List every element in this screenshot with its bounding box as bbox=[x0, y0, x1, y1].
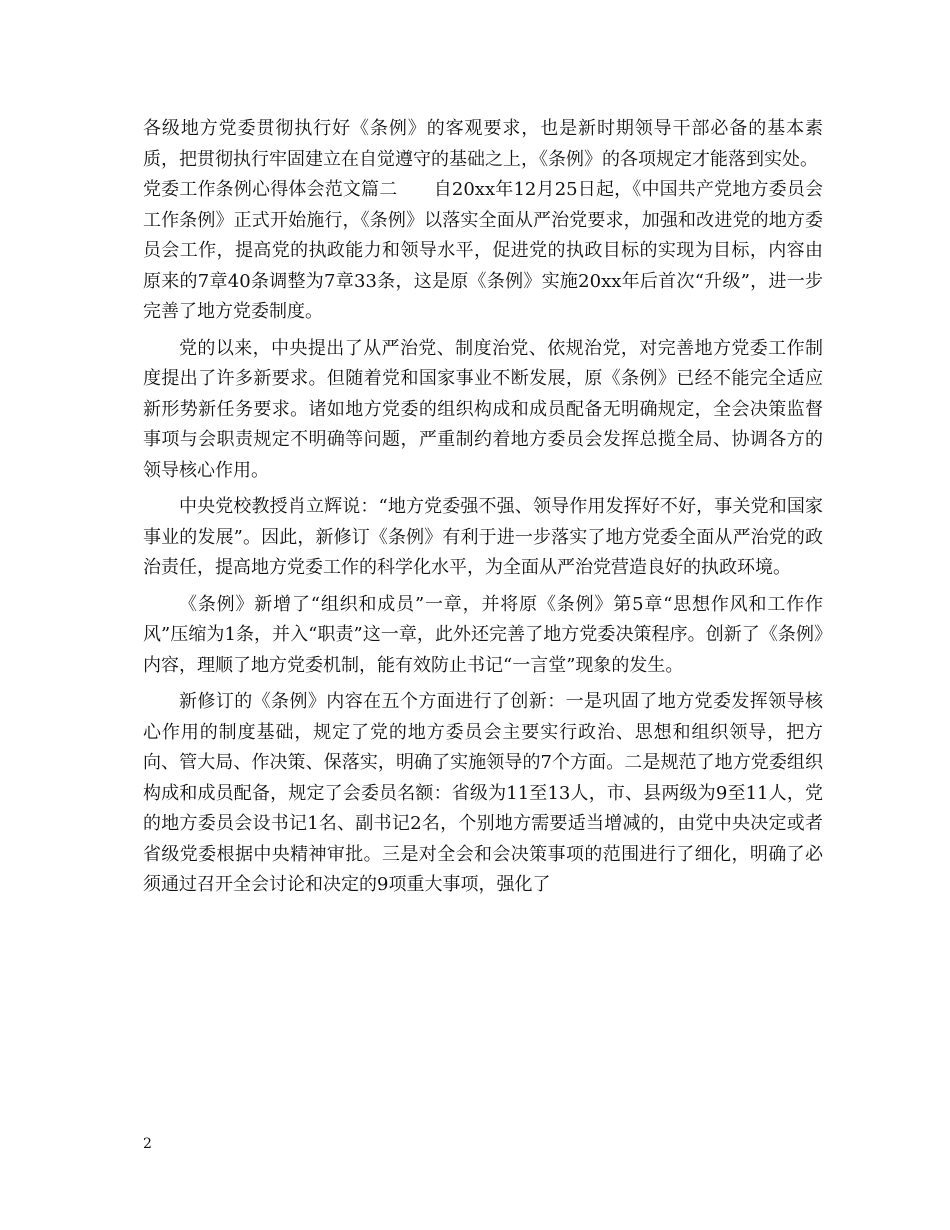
document-body bbox=[143, 114, 823, 901]
page-number: 2 bbox=[143, 1136, 152, 1152]
paragraph-expert-quote: 中央党校教授肖立辉说：“地方党委强不强、领导作用发挥好不好，事关党和国家事业的发展”。因此，新修订《条例》有利于进一步落实了地方党委全面从严治党的政治责任，提高地方党委工作的科学化水平，为全面从严治党营造良好的执政环境。 bbox=[143, 496, 823, 578]
paragraph-continuation: 各级地方党委贯彻执行好《条例》的客观要求，也是新时期领导干部必备的基本素质，把贯彻执行牢固建立在自觉遵守的基础之上，《条例》的各项规定才能落到实处。 bbox=[143, 118, 823, 170]
paragraph-background: 党的以来，中央提出了从严治党、制度治党、依规治党，对完善地方党委工作制度提出了许多新要求。但随着党和国家事业不断发展，原《条例》已经不能完全适应新形势新任务要求。诸如地方党委的组织构成和成员配备无明确规定，全会决策监督事项与会职责规定不明确等问题，严重制约着地方委员会发挥总揽全局、协调各方的领导核心作用。 bbox=[143, 337, 823, 481]
paragraph-innovations: 新修订的《条例》内容在五个方面进行了创新：一是巩固了地方党委发挥领导核心作用的制度基础，规定了党的地方委员会主要实行政治、思想和组织领导，把方向、管大局、作决策、保落实，明确了实施领导的7个方面。二是规范了地方党委组织构成和成员配备，规定了会委员名额：省级为11至13人，市、县两级为9至11人，党的地方委员会设书记1名、副书记2名，个别地方需要适当增减的，由党中央决定或者省级党委根据中央精神审批。三是对全会和会决策事项的范围进行了细化，明确了必须通过召开全会讨论和决定的9项重大事项，强化了 bbox=[143, 691, 823, 895]
paragraph-section-heading: 党委工作条例心得体会范文篇二 自20xx年12月25日起，《中国共产党地方委员会工作条例》正式开始施行，《条例》以落实全面从严治党要求，加强和改进党的地方委员会工作，提高党的执政能力和领导水平，促进党的执政目标的实现为目标，内容由原来的7章40条调整为7章33条，这是原《条例》实施20xx年后首次“升级”，进一步完善了地方党委制度。 bbox=[143, 179, 823, 322]
paragraph-new-chapter: 《条例》新增了“组织和成员”一章，并将原《条例》第5章“思想作风和工作作风”压缩为1条，并入“职责”这一章，此外还完善了地方党委决策程序。创新了《条例》内容，理顺了地方党委机制，能有效防止书记“一言堂”现象的发生。 bbox=[143, 593, 823, 676]
